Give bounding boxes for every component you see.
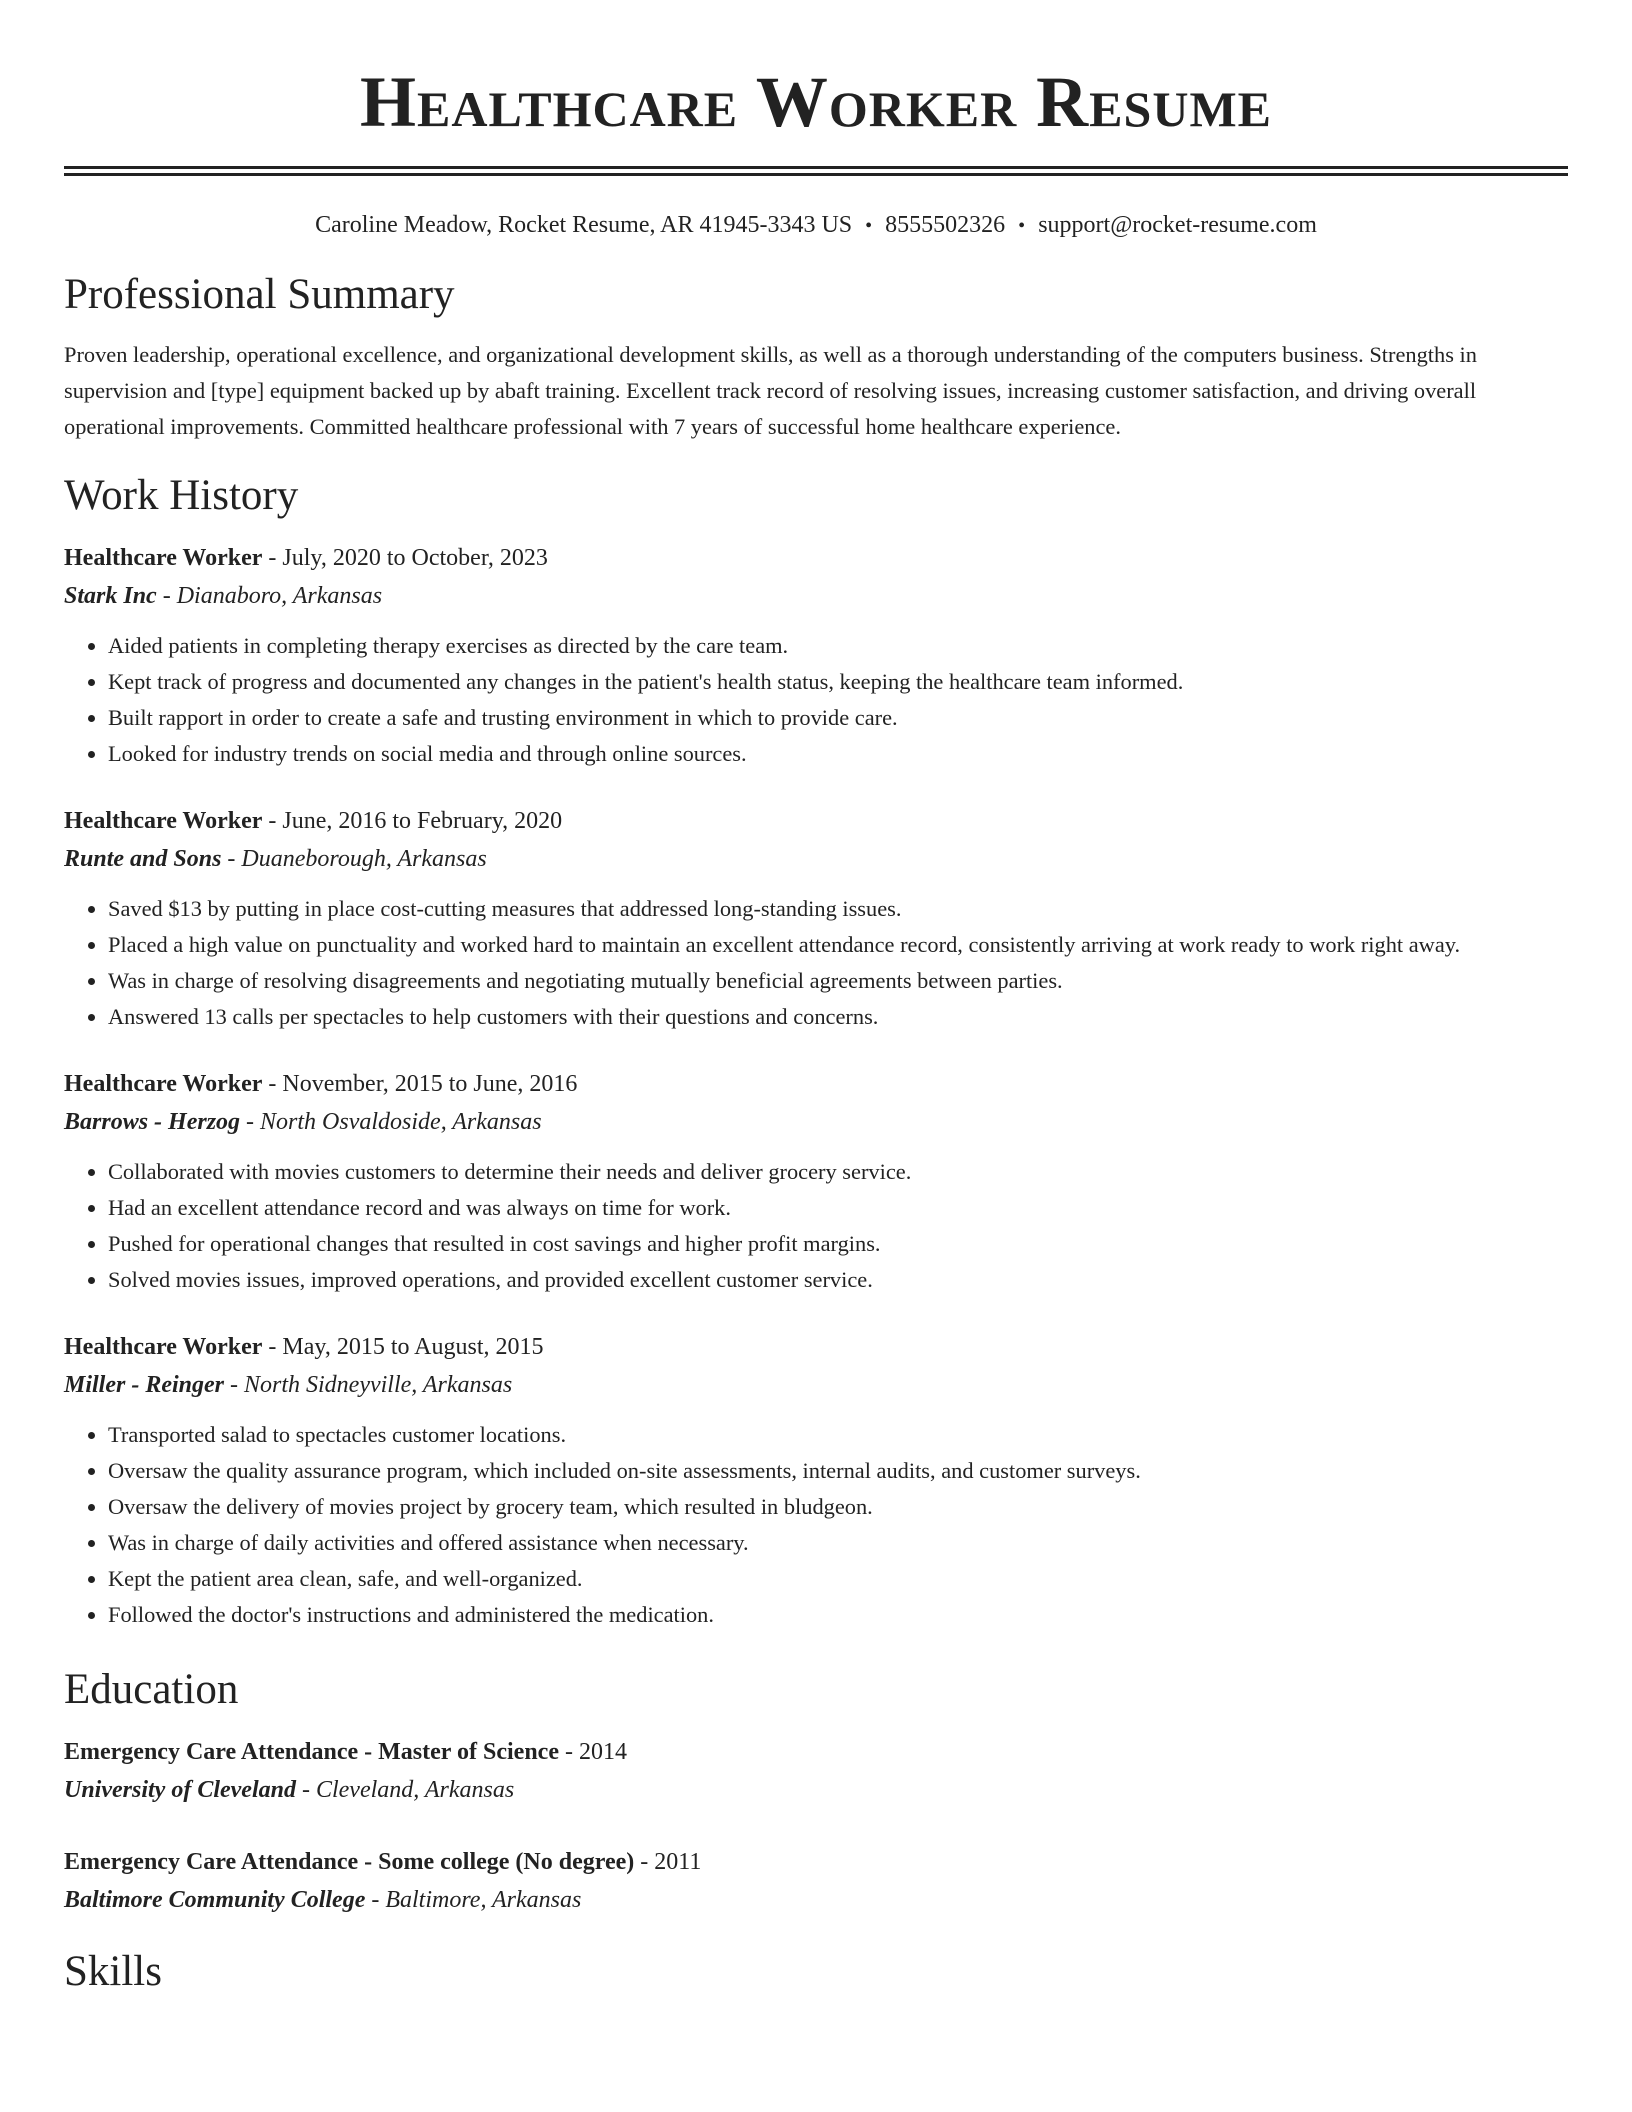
skills-heading: Skills: [64, 1948, 162, 1995]
education-school-line: [64, 1771, 1568, 1809]
job-location: - Dianaboro, Arkansas: [156, 583, 383, 609]
job-bullet: • Looked for industry trends on social media and through online sources.: [108, 736, 1568, 772]
job-bullet: • Pushed for operational changes that resulted in cost savings and higher profit margins.: [108, 1226, 1568, 1262]
job-company-line: [64, 840, 1568, 878]
job-company: Barrows - Herzog: [64, 1109, 241, 1135]
job-bullet: • Followed the doctor's instructions and administered the medication.: [108, 1597, 1568, 1633]
job-title: Healthcare Worker: [64, 1071, 263, 1097]
education-school-line: [64, 1881, 1568, 1919]
education-degree-line: [64, 1843, 1568, 1881]
job-company-line: [64, 1366, 1568, 1404]
job-bullet: • Answered 13 calls per spectacles to help customers with their questions and concerns.: [108, 999, 1568, 1035]
job-dates: - July, 2020 to October, 2023: [262, 545, 548, 571]
job-dates: - November, 2015 to June, 2016: [262, 1071, 578, 1097]
summary-text: Proven leadership, operational excellence, and organizational development skills, as well as a thorough understanding of the computers business. Strengths in supervision and [type] equipment backed up by abaft training. Excellent track record of resolving issues, increasing customer satisfaction, and driving overall operational improvements. Committed healthcare professional with 7 years of successful home healthcare experience.: [64, 342, 1477, 439]
job-company: Stark Inc: [64, 583, 157, 609]
work-history-heading: Work History: [64, 472, 299, 519]
contact-address: Caroline Meadow, Rocket Resume, AR 41945-3343 US: [315, 212, 853, 238]
job-bullets: [64, 1417, 1568, 1633]
job-dates: - June, 2016 to February, 2020: [262, 808, 563, 834]
contact-email[interactable]: support@rocket-resume.com: [1038, 212, 1317, 238]
job-title: Healthcare Worker: [64, 545, 263, 571]
job-bullet: • Was in charge of daily activities and offered assistance when necessary.: [108, 1525, 1568, 1561]
job-location: - Duaneborough, Arkansas: [221, 846, 487, 872]
contact-line: [64, 210, 1568, 241]
job-title-line: [64, 539, 1568, 577]
education-degree: Emergency Care Attendance - Some college (No degree): [64, 1849, 635, 1875]
title-double-rule: [64, 166, 1568, 176]
job-bullet: • Kept track of progress and documented any changes in the patient's health status, keeping the healthcare team informed.: [108, 664, 1568, 700]
resume-title: Healthcare Worker Resume: [360, 62, 1272, 142]
job-entry: [64, 1065, 1568, 1298]
job-bullet: • Solved movies issues, improved operations, and provided excellent customer service.: [108, 1262, 1568, 1298]
job-location: - North Osvaldoside, Arkansas: [240, 1109, 542, 1135]
job-company-line: [64, 1103, 1568, 1141]
job-bullet: • Placed a high value on punctuality and worked hard to maintain an excellent attendance record, consistently arriving at work ready to work right away.: [108, 927, 1568, 963]
education-year: - 2011: [634, 1849, 702, 1875]
education-entry: [64, 1733, 1568, 1809]
job-entry: [64, 539, 1568, 772]
contact-separator: •: [1018, 215, 1026, 237]
contact-separator: •: [865, 215, 873, 237]
job-title-line: [64, 1065, 1568, 1103]
job-entry: [64, 1328, 1568, 1633]
education-degree: Emergency Care Attendance - Master of Science: [64, 1739, 559, 1765]
job-bullet: • Oversaw the quality assurance program, which included on-site assessments, internal audits, and customer surveys.: [108, 1453, 1568, 1489]
job-bullets: [64, 628, 1568, 772]
job-entry: [64, 802, 1568, 1035]
job-bullet: • Saved $13 by putting in place cost-cutting measures that addressed long-standing issues.: [108, 891, 1568, 927]
job-bullet: • Kept the patient area clean, safe, and well-organized.: [108, 1561, 1568, 1597]
job-bullets: [64, 891, 1568, 1035]
job-bullet: • Transported salad to spectacles customer locations.: [108, 1417, 1568, 1453]
education-location: - Baltimore, Arkansas: [365, 1887, 582, 1913]
job-bullet: • Built rapport in order to create a safe and trusting environment in which to provide care.: [108, 700, 1568, 736]
education-location: - Cleveland, Arkansas: [295, 1777, 515, 1803]
job-title: Healthcare Worker: [64, 808, 263, 834]
education-school: University of Cleveland: [64, 1777, 296, 1803]
education-entry: [64, 1843, 1568, 1919]
job-dates: - May, 2015 to August, 2015: [262, 1334, 544, 1360]
job-bullet: • Collaborated with movies customers to determine their needs and deliver grocery service.: [108, 1154, 1568, 1190]
contact-phone[interactable]: 8555502326: [885, 212, 1006, 238]
job-company: Runte and Sons: [64, 846, 222, 872]
job-title-line: [64, 802, 1568, 840]
education-year: - 2014: [558, 1739, 627, 1765]
job-bullet: • Was in charge of resolving disagreements and negotiating mutually beneficial agreements between parties.: [108, 963, 1568, 999]
job-bullet: • Had an excellent attendance record and was always on time for work.: [108, 1190, 1568, 1226]
job-bullets: [64, 1154, 1568, 1298]
job-location: - North Sidneyville, Arkansas: [224, 1372, 513, 1398]
job-bullet: • Oversaw the delivery of movies project by grocery team, which resulted in bludgeon.: [108, 1489, 1568, 1525]
job-title: Healthcare Worker: [64, 1334, 263, 1360]
education-degree-line: [64, 1733, 1568, 1771]
education-heading: Education: [64, 1666, 239, 1713]
summary-heading: Professional Summary: [64, 271, 455, 318]
education-school: Baltimore Community College: [64, 1887, 366, 1913]
job-bullet: • Aided patients in completing therapy exercises as directed by the care team.: [108, 628, 1568, 664]
job-company-line: [64, 577, 1568, 615]
job-title-line: [64, 1328, 1568, 1366]
job-company: Miller - Reinger: [64, 1372, 224, 1398]
